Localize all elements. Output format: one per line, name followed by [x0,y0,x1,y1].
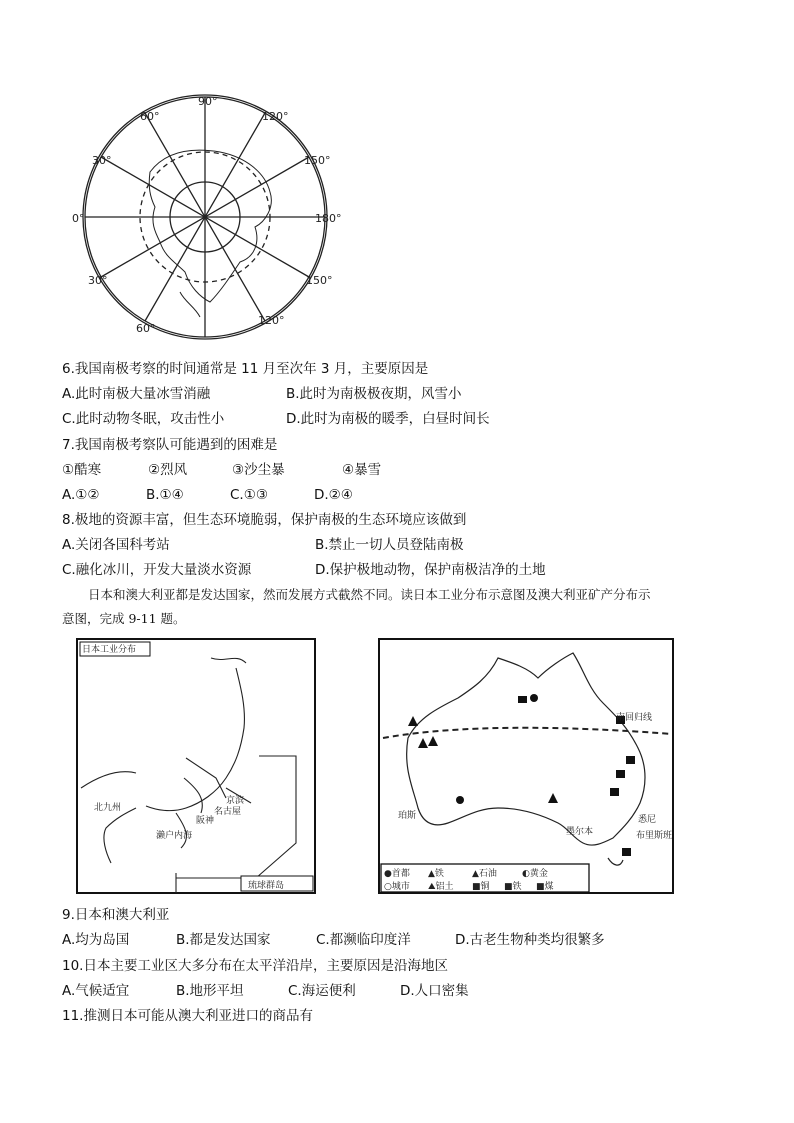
q9-option-b: B.都是发达国家 [176,932,271,948]
lon-label-90: 90° [198,95,218,108]
lon-label-30w: 30° [88,274,108,287]
question-7-stem: 7.我国南极考察队可能遇到的困难是 [62,437,278,453]
legend-iron: ■铁 [504,882,522,892]
q10-option-c: C.海运便利 [288,983,356,999]
japan-label-kitakyushu: 北九州 [94,803,122,813]
q7-item-4: ④暴雪 [342,462,382,478]
lon-label-180: 180° [315,212,342,225]
legend-city: ○城市 [384,882,410,892]
q8-option-b: B.禁止一切人员登陆南极 [315,537,464,553]
q10-option-b: B.地形平坦 [176,983,244,999]
japan-map-svg [76,638,316,894]
q6-option-d: D.此时为南极的暖季，白昼时间长 [286,411,490,427]
lon-label-60w: 60° [136,322,156,335]
legend-coal: ■煤 [536,882,554,892]
japan-corner-label: 琉球群岛 [248,881,285,891]
legend-oil: ▲石油 [472,869,497,879]
japan-map-title: 日本工业分布 [82,645,137,655]
aus-label-melbourne: 墨尔本 [566,827,594,837]
lon-label-30e: 30° [92,154,112,167]
passage-line-1: 日本和澳大利亚都是发达国家，然而发展方式截然不同。读日本工业分布示意图及澳大利亚矿产分布示 [88,587,651,602]
q8-option-c: C.融化冰川，开发大量淡水资源 [62,562,252,578]
q10-option-d: D.人口密集 [400,983,469,999]
question-8-stem: 8.极地的资源丰富，但生态环境脆弱，保护南极的生态环境应该做到 [62,512,467,528]
legend-gold: ◐黄金 [522,869,548,879]
legend-copper: ■铜 [472,882,490,892]
q7-option-d: D.②④ [314,487,353,503]
q7-item-2: ②烈风 [148,462,188,478]
q7-item-1: ①酷寒 [62,462,102,478]
lon-label-120w: 120° [258,314,285,327]
q6-option-b: B.此时为南极极夜期，风雪小 [286,386,462,402]
aus-label-tropic: 南回归线 [616,713,653,723]
q8-option-d: D.保护极地动物，保护南极洁净的土地 [315,562,546,578]
question-10-stem: 10.日本主要工业区大多分布在太平洋沿岸，主要原因是沿海地区 [62,958,448,974]
legend-iron-tri: ▲铁 [428,869,444,879]
japan-label-keihin: 京滨 [226,796,245,806]
legend-capital: ●首都 [384,869,410,879]
q7-option-c: C.①③ [230,487,268,503]
aus-label-perth: 珀斯 [398,811,417,821]
lon-label-0: 0° [72,212,85,225]
australia-map-svg [378,638,674,894]
aus-label-brisbane: 布里斯班 [636,831,673,841]
question-6-stem: 6.我国南极考察的时间通常是 11 月至次年 3 月，主要原因是 [62,361,429,377]
polar-map-svg [70,92,360,342]
australia-mineral-map [378,638,674,894]
q9-option-a: A.均为岛国 [62,932,130,948]
question-9-stem: 9.日本和澳大利亚 [62,907,170,923]
japan-label-hanshin: 阪神 [196,816,215,826]
lon-label-150w: 150° [306,274,333,287]
question-11-stem: 11.推测日本可能从澳大利亚进口的商品有 [62,1008,313,1024]
q6-option-a: A.此时南极大量冰雪消融 [62,386,211,402]
q10-option-a: A.气候适宜 [62,983,130,999]
q6-option-c: C.此时动物冬眠，攻击性小 [62,411,225,427]
japan-label-nagoya: 名古屋 [214,807,242,817]
aus-label-sydney: 悉尼 [638,815,657,825]
q7-option-a: A.①② [62,487,100,503]
q9-option-c: C.都濒临印度洋 [316,932,411,948]
q8-option-a: A.关闭各国科考站 [62,537,170,553]
passage-line-2: 意图，完成 9-11 题。 [62,611,186,626]
lon-label-120e: 120° [262,110,289,123]
lon-label-150e: 150° [304,154,331,167]
q7-option-b: B.①④ [146,487,184,503]
legend-bauxite: ⛰铝土 [428,882,454,892]
japan-label-setonaikai: 濑户内海 [156,831,193,841]
japan-industry-map [76,638,316,894]
q7-item-3: ③沙尘暴 [232,462,285,478]
antarctica-polar-map [70,92,360,342]
q9-option-d: D.古老生物种类均很繁多 [455,932,605,948]
lon-label-60e: 60° [140,110,160,123]
